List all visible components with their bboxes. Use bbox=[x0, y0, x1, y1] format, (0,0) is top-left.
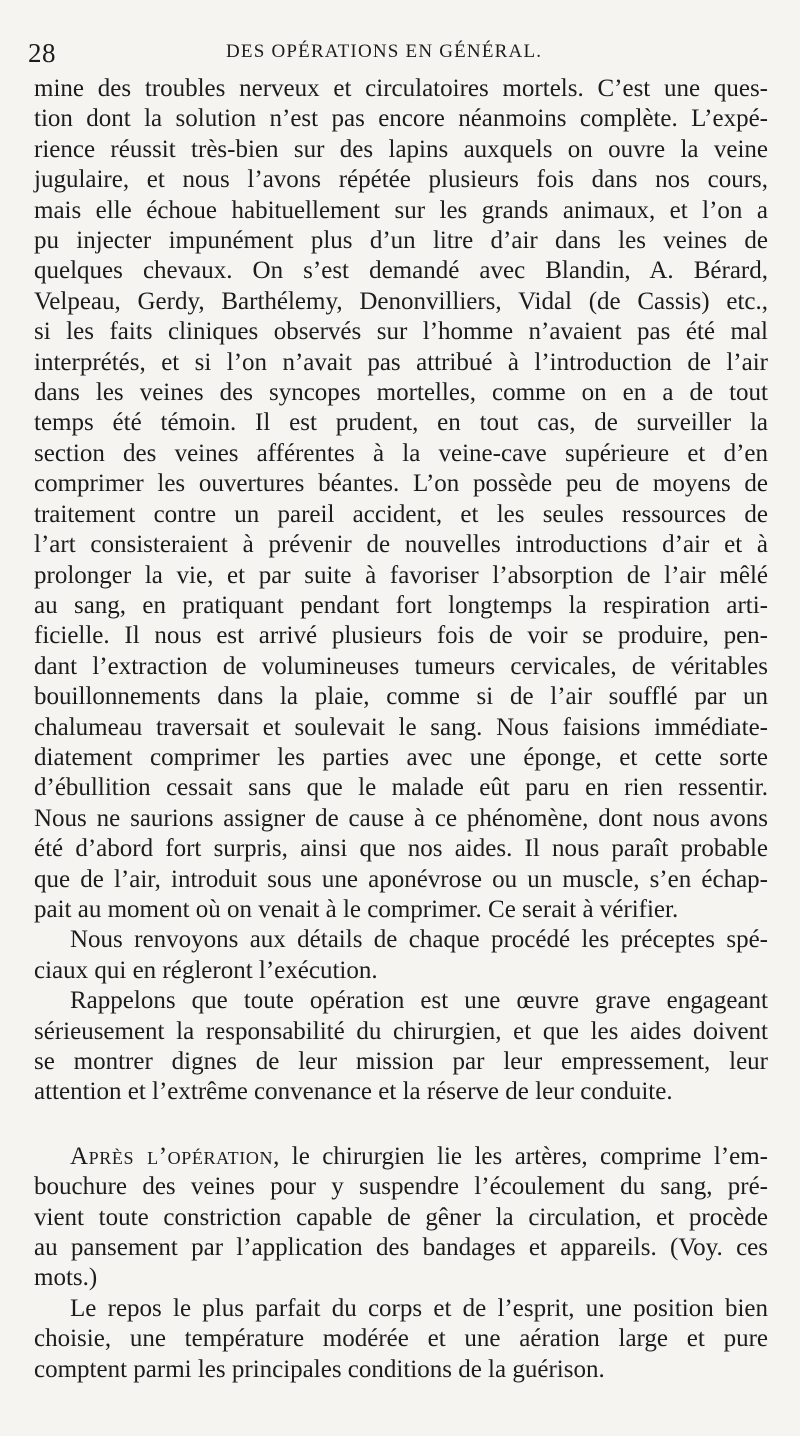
text-line bbox=[34, 834, 768, 864]
line-text: Rappelons que toute opération est une œuvre grave engageant bbox=[70, 987, 768, 1015]
text-line bbox=[34, 986, 768, 1016]
text-line bbox=[34, 591, 768, 621]
line-text: ficielle. Il nous est arrivé plusieurs fois de voir se produire, pen- bbox=[34, 622, 768, 650]
text-line bbox=[34, 378, 768, 408]
text-line bbox=[34, 1263, 768, 1293]
line-text: comprimer les ouvertures béantes. L’on possède peu de moyens de bbox=[34, 470, 768, 498]
page-number: 28 bbox=[28, 38, 56, 68]
text-line bbox=[34, 439, 768, 469]
line-text: mine des troubles nerveux et circulatoires mortels. C’est une ques- bbox=[34, 75, 768, 102]
paragraph bbox=[34, 986, 768, 1108]
text-line bbox=[34, 1233, 768, 1263]
line-text: comptent parmi les principales conditions de la guérison. bbox=[34, 1355, 605, 1383]
running-title: DES OPÉRATIONS EN GÉNÉRAL. bbox=[226, 41, 543, 62]
text-line bbox=[34, 1324, 768, 1354]
text-line bbox=[34, 1172, 768, 1202]
paragraph bbox=[34, 74, 768, 925]
line-text: vient toute constriction capable de gêner la circulation, et procède bbox=[34, 1203, 768, 1231]
text-line bbox=[34, 287, 768, 317]
line-text: diatement comprimer les parties avec une éponge, et cette sorte bbox=[34, 743, 768, 771]
text-line bbox=[34, 104, 768, 134]
line-text: Nous ne saurions assigner de cause à ce phénomène, dont nous avons bbox=[34, 804, 768, 832]
line-text: section des veines afférentes à la veine-cave supérieure et d’en bbox=[34, 439, 768, 467]
line-text: dans les veines des syncopes mortelles, comme on en a de tout bbox=[34, 379, 768, 407]
text-line bbox=[34, 804, 768, 834]
text-line bbox=[34, 1047, 768, 1077]
line-text: au pansement par l’application des bandages et appareils. (Voy. ces bbox=[34, 1234, 768, 1262]
line-text: que de l’air, introduit sous une aponévrose ou un muscle, s’en échap- bbox=[34, 865, 768, 893]
paragraph bbox=[34, 925, 768, 986]
text-line bbox=[34, 74, 768, 104]
line-text: dant l’extraction de volumineuses tumeurs cervicales, de véritables bbox=[34, 652, 768, 680]
text-line bbox=[34, 682, 768, 712]
line-text: attention et l’extrême convenance et la réserve de leur conduite. bbox=[34, 1078, 673, 1106]
text-line bbox=[34, 530, 768, 560]
line-text: Velpeau, Gerdy, Barthélemy, Denonvilliers, Vidal (de Cassis) etc., bbox=[34, 287, 768, 315]
line-text: quelques chevaux. On s’est demandé avec Blandin, A. Bérard, bbox=[34, 257, 768, 285]
line-text: pait au moment où on venait à le comprimer. Ce serait à vérifier. bbox=[34, 895, 679, 923]
text-line bbox=[34, 135, 768, 165]
line-text: bouchure des veines pour y suspendre l’écoulement du sang, pré- bbox=[34, 1173, 768, 1201]
text-line bbox=[34, 1017, 768, 1047]
line-text: si les faits cliniques observés sur l’homme n’avaient pas été mal bbox=[34, 318, 768, 346]
text-line bbox=[34, 956, 768, 986]
text-line bbox=[34, 652, 768, 682]
line-text: prolonger la vie, et par suite à favoriser l’absorption de l’air mêlé bbox=[34, 561, 768, 589]
text-line bbox=[34, 196, 768, 226]
paragraph bbox=[34, 1294, 768, 1385]
text-line bbox=[34, 895, 768, 925]
line-text: rience réussit très-bien sur des lapins auxquels on ouvre la veine bbox=[34, 135, 768, 163]
text-line bbox=[34, 1077, 768, 1107]
line-text: au sang, en pratiquant pendant fort longtemps la respiration arti- bbox=[34, 591, 768, 619]
line-text: chalumeau traversait et soulevait le sang. Nous faisions immédiate- bbox=[34, 713, 768, 741]
page-header bbox=[28, 34, 768, 74]
line-text: pu injecter impunément plus d’un litre d’air dans les veines de bbox=[34, 227, 768, 255]
line-text: Le repos le plus parfait du corps et de l’esprit, une position bien bbox=[70, 1294, 768, 1322]
text-line bbox=[34, 1203, 768, 1233]
text-line bbox=[34, 1294, 768, 1324]
text-line bbox=[34, 713, 768, 743]
line-text: tion dont la solution n’est pas encore néanmoins complète. L’expé- bbox=[34, 105, 768, 133]
text-line bbox=[34, 256, 768, 286]
line-text: interprétés, et si l’on n’avait pas attribué à l’introduction de l’air bbox=[34, 348, 768, 376]
line-text: été d’abord fort surpris, ainsi que nos aides. Il nous paraît probable bbox=[34, 835, 768, 863]
line-text: temps été témoin. Il est prudent, en tout cas, de surveiller la bbox=[34, 409, 768, 437]
text-line bbox=[34, 743, 768, 773]
text-line bbox=[34, 1142, 768, 1172]
text-line bbox=[34, 865, 768, 895]
section-lead: Après l’opération bbox=[70, 1142, 274, 1170]
body-text bbox=[34, 74, 768, 1385]
line-text: , le chirurgien lie les artères, comprime l’em- bbox=[273, 1142, 768, 1170]
text-line bbox=[34, 469, 768, 499]
paragraph bbox=[34, 1142, 768, 1294]
line-text: Nous renvoyons aux détails de chaque procédé les préceptes spé- bbox=[70, 926, 768, 954]
text-line bbox=[34, 317, 768, 347]
text-line bbox=[34, 348, 768, 378]
line-text: bouillonnements dans la plaie, comme si de l’air soufflé par un bbox=[34, 683, 768, 711]
text-line bbox=[34, 408, 768, 438]
text-line bbox=[34, 621, 768, 651]
text-line bbox=[34, 925, 768, 955]
text-line bbox=[34, 561, 768, 591]
line-text: traitement contre un pareil accident, et les seules ressources de bbox=[34, 500, 768, 528]
line-text: d’ébullition cessait sans que le malade eût paru en rien ressentir. bbox=[34, 774, 768, 802]
text-line bbox=[34, 1355, 768, 1385]
line-text: se montrer dignes de leur mission par leur empressement, leur bbox=[34, 1048, 768, 1075]
text-line bbox=[34, 500, 768, 530]
line-text: mais elle échoue habituellement sur les grands animaux, et l’on a bbox=[34, 196, 768, 224]
line-text: ciaux qui en régleront l’exécution. bbox=[34, 956, 378, 984]
text-line bbox=[34, 773, 768, 803]
line-text: l’art consisteraient à prévenir de nouvelles introductions d’air et à bbox=[34, 531, 768, 559]
line-text: choisie, une température modérée et une aération large et pure bbox=[34, 1325, 768, 1353]
line-text: jugulaire, et nous l’avons répétée plusieurs fois dans nos cours, bbox=[34, 166, 768, 194]
line-text: sérieusement la responsabilité du chirurgien, et que les aides doivent bbox=[34, 1017, 768, 1045]
line-text: mots.) bbox=[34, 1264, 98, 1292]
text-line bbox=[34, 165, 768, 195]
text-line bbox=[34, 226, 768, 256]
